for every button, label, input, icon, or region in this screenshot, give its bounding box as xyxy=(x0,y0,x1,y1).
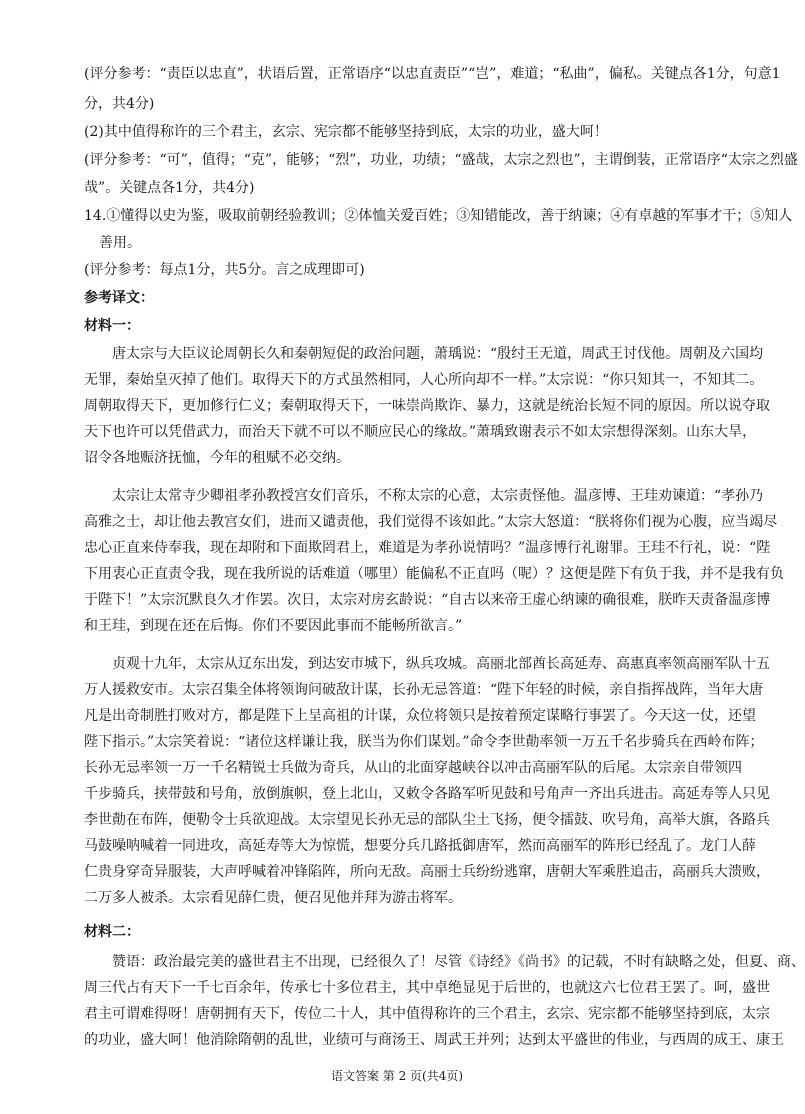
para-4-line: 的功业，盛大呵！他消除隋朝的乱世，业绩可与商汤王、周武王并列；达到太平盛世的伟业，与西周的成王、康王 xyxy=(84,1032,784,1048)
answer-13-2: (2)其中值得称许的三个君主，玄宗、宪宗都不能够坚持到底，太宗的功业，盛大呵！ xyxy=(84,124,608,140)
para-2-line: 于陛下！”太宗沉默良久才作罢。次日，太宗对房玄龄说：“自古以来帝王虚心纳谏的确很难，朕昨天责备温彦博 xyxy=(84,592,771,608)
scoring-note-3: (评分参考：每点1分，共5分。言之成理即可) xyxy=(84,262,365,278)
para-2-line: 和王珪，到现在还在后悔。你们不要因此事而不能畅所欲言。” xyxy=(84,618,463,634)
para-3-line: 长孙无忌率领一万一千名精锐士兵做为奇兵，从山的北面穿越峡谷以冲击高丽军队的后尾。太宗亲自带领四 xyxy=(84,760,742,776)
para-2-line: 下用衷心正直责令我，现在我所说的话难道（哪里）能偏私不正直吗（呢）？这便是陛下有负于我，并不是我有负 xyxy=(84,566,784,582)
answer-14b: 善用。 xyxy=(99,235,141,251)
para-3-line: 万人援救安市。太宗召集全体将领询问破敌计谋，长孙无忌答道：“陛下年轻的时候，亲自指挥战阵，当年大唐 xyxy=(84,682,764,698)
para-1-line: 唐太宗与大臣议论周朝长久和秦朝短促的政治问题，萧瑀说：“殷纣王无道，周武王讨伐他。周朝及六国均 xyxy=(112,346,764,362)
material-one-heading: 材料一： xyxy=(84,318,140,334)
para-2-line: 忠心正直来侍奉我，现在却附和下面欺罔君上，难道是为孝孙说情吗？”温彦博行礼谢罪。王珪不行礼，说：“陛 xyxy=(84,540,771,556)
para-1-line: 诏令各地赈济抚恤，今年的租赋不必交纳。 xyxy=(84,450,350,466)
para-3-line: 二万多人被杀。太宗看见薛仁贵，便召见他并拜为游击将军。 xyxy=(84,890,462,906)
material-two-heading: 材料二： xyxy=(84,924,140,940)
para-2-line: 高雅之士，却让他去教宫女们，进而又谴责他，我们觉得不该如此。”太宗大怒道：“朕将你们视为心腹，应当竭尽 xyxy=(84,514,778,530)
para-2-line: 太宗让太常寺少卿祖孝孙教授宫女们音乐，不称太宗的心意，太宗责怪他。温彦博、王珪劝谏道：“孝孙乃 xyxy=(112,488,764,504)
para-1-line: 周朝取得天下，更加修行仁义；秦朝取得天下，一味崇尚欺诈、暴力，这就是统治长短不同的原因。所以说夺取 xyxy=(84,398,770,414)
scoring-note-2b: 哉”。关键点各1分，共4分) xyxy=(84,180,255,196)
para-4-line: 周三代占有天下一千七百余年，传承七十多位君主，其中卓绝显见于后世的，也就这六七位君王罢了。呵，盛世 xyxy=(84,980,770,996)
scoring-note-1a: (评分参考：“责臣以忠直”，状语后置，正常语序“以忠直责臣”“岂”，难道；“私曲”，偏私。关键点各1分，句意1 xyxy=(84,66,781,82)
para-3-line: 李世勣在布阵，便勒令士兵欲迎战。太宗望见长孙无忌的部队尘土飞扬，便令擂鼓、吹号角，高举大旗，各路兵 xyxy=(84,812,770,828)
answer-14a: 14.①懂得以史为鉴，吸取前朝经验教训；②体恤关爱百姓；③知错能改，善于纳谏；④有卓越的军事才干；⑤知人 xyxy=(84,208,793,224)
page-footer: 语文答案 第 2 页(共4页) xyxy=(330,1069,464,1083)
para-3-line: 千步骑兵，挟带鼓和号角，放倒旗帜，登上北山，又敕令各路军听见鼓和号角声一齐出兵进击。高延寿等人只见 xyxy=(84,786,770,802)
para-3-line: 贞观十九年，太宗从辽东出发，到达安市城下，纵兵攻城。高丽北部酋长高延寿、高惠真率领高丽军队十五 xyxy=(112,656,770,672)
para-4-line: 赞语：政治最完美的盛世君主不出现，已经很久了！尽管《诗经》《尚书》的记载，不时有缺略之处，但夏、商、 xyxy=(112,954,805,970)
para-3-line: 仁贵身穿奇异服装，大声呼喊着冲锋陷阵，所向无敌。高丽士兵纷纷逃窜，唐朝大军乘胜追击，高丽兵大溃败， xyxy=(84,864,770,880)
section-heading-translation: 参考译文： xyxy=(84,290,154,306)
para-3-line: 马鼓噪呐喊着一同进攻，高延寿等大为惊慌，想要分兵几路抵御唐军，然而高丽军的阵形已经乱了。龙门人薛 xyxy=(84,838,756,854)
scoring-note-1b: 分，共4分) xyxy=(84,96,155,112)
scoring-note-2a: (评分参考：“可”，值得；“克”，能够；“烈”，功业，功绩；“盛哉，太宗之烈也”，主谓倒装，正常语序“太宗之烈盛 xyxy=(84,152,798,168)
para-3-line: 凡是出奇制胜打败对方，都是陛下上呈高祖的计谋，众位将领只是按着预定谋略行事罢了。今天这一仗，还望 xyxy=(84,708,756,724)
para-1-line: 天下也许可以凭借武力，而治天下就不可以不顺应民心的缘故。”萧瑀致谢表示不如太宗想得深刻。山东大旱， xyxy=(84,424,757,440)
para-4-line: 君主可谓难得呀！唐朝拥有天下，传位二十人，其中值得称许的三个君主，玄宗、宪宗都不能够坚持到底，太宗 xyxy=(84,1006,770,1022)
para-1-line: 无罪，秦始皇灭掉了他们。取得天下的方式虽然相同，人心所向却不一样。”太宗说：“你只知其一，不知其二。 xyxy=(84,372,764,388)
para-3-line: 陛下指示。”太宗笑着说：“诸位这样谦让我，朕当为你们谋划。”命令李世勣率领一万五千名步骑兵在西岭布阵； xyxy=(84,734,764,750)
